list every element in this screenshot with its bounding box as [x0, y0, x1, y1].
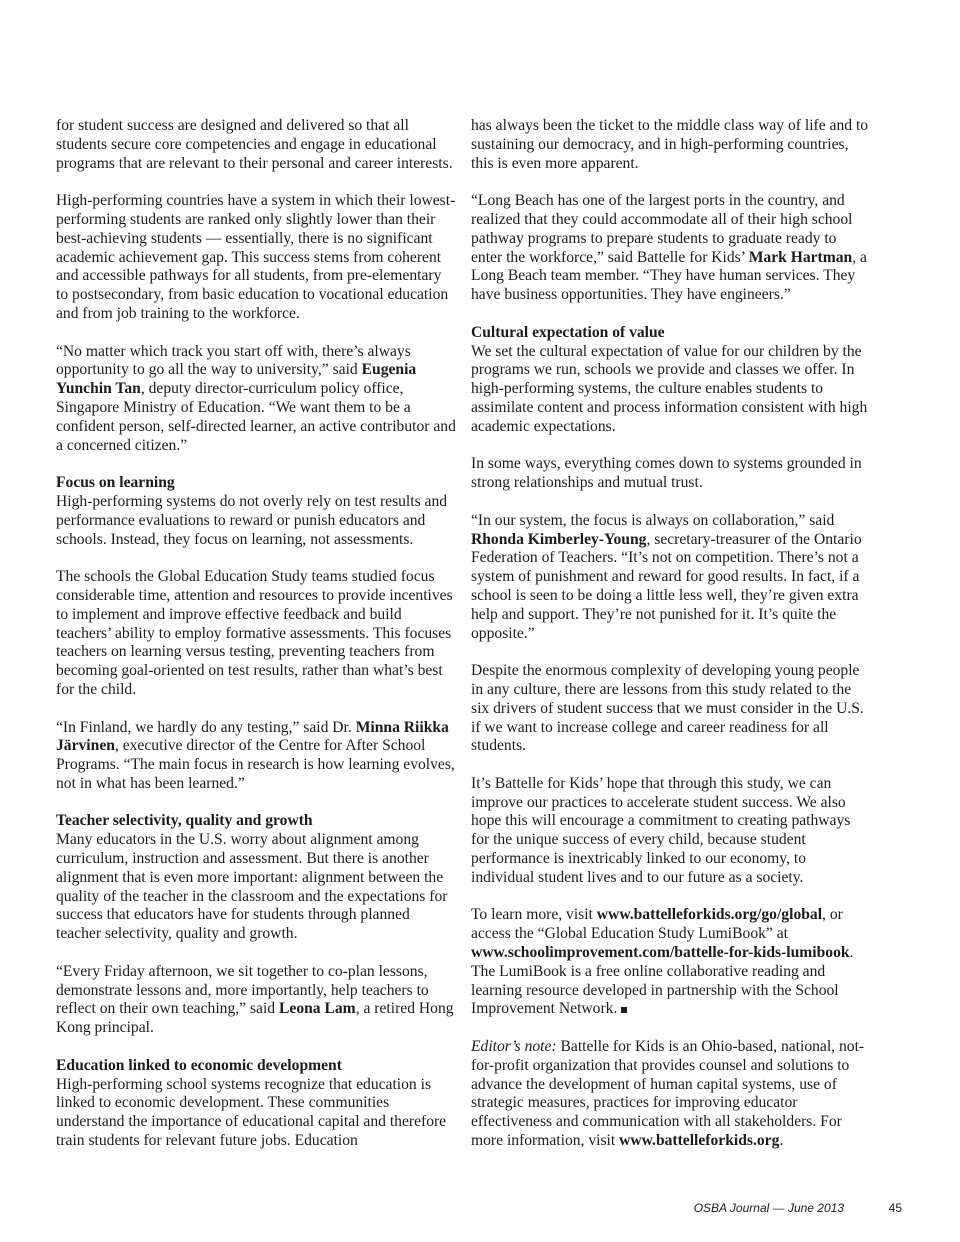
- learn-more-paragraph: [471, 906, 871, 1019]
- section-heading: Teacher selectivity, quality and growth: [56, 812, 313, 830]
- quote-text: , a Long Beach team member. “They have human services. They have business opportunities. They have engineers.”: [471, 248, 867, 304]
- paragraph: The schools the Global Education Study teams studied focus considerable time, attention and resources to provide incentives to implement and improve effective feedback and build teachers’ ability to employ formative assessments. This focuses teachers on learning versus testing, preventing teachers from becoming goal-oriented on test results, rather than what’s best for the child.: [56, 568, 453, 698]
- editor-note-label: Editor’s note:: [471, 1038, 557, 1056]
- end-of-article-icon: [621, 1007, 627, 1013]
- speaker-name: Minna Riikka Järvinen: [56, 718, 449, 755]
- quote-text: “No matter which track you start off with, there’s always opportunity to go all the way to university,” said: [56, 342, 411, 379]
- paragraph: for student success are designed and delivered so that all students secure core competencies and engage in educational programs that are relevant to their personal and career interests.: [56, 117, 453, 172]
- paragraph: In some ways, everything comes down to systems grounded in strong relationships and mutual trust.: [471, 455, 862, 492]
- speaker-name: Mark Hartman: [748, 248, 853, 266]
- right-column: [471, 117, 871, 1151]
- learn-more-text: To learn more, visit: [471, 906, 597, 924]
- page-number: 45: [888, 1201, 902, 1215]
- quote-paragraph: [56, 719, 456, 794]
- quote-paragraph: [56, 343, 456, 456]
- editor-note: [471, 1038, 871, 1151]
- section-heading: Focus on learning: [56, 474, 175, 492]
- left-column: [56, 117, 456, 1151]
- learn-more-text: , or access the “Global Education Study LumiBook” at: [471, 906, 843, 943]
- quote-text: “Every Friday afternoon, we sit together to co-plan lessons, demonstrate lessons and, more importantly, help teachers to reflect on their own teaching,” said: [56, 962, 429, 1018]
- speaker-name: Leona Lam: [279, 1000, 356, 1018]
- quote-text: , secretary-treasurer of the Ontario Federation of Teachers. “It’s not on competition. There’s not a system of punishment and reward for good results. In fact, if a school is seen to be doing a little less well, they’re given extra help and support. They’re not punished for it. It’s quite the opposite.”: [471, 530, 862, 642]
- quote-text: “In Finland, we hardly do any testing,” said Dr.: [56, 718, 356, 736]
- editor-note-text: Battelle for Kids is an Ohio-based, national, not-for-profit organization that provides counsel and solutions to advance the development of human capital systems, use of strategic measures, practices for improving educator effectiveness and communication with all stakeholders. For more information, visit: [471, 1038, 865, 1150]
- paragraph: High-performing systems do not overly rely on test results and performance evaluations to reward or punish educators and schools. Instead, they focus on learning, not assessments.: [56, 492, 448, 548]
- learn-more-text: . The LumiBook is a free online collaborative reading and learning resource developed in partnership with the School Improvement Network.: [471, 944, 854, 1018]
- quote-paragraph: [471, 512, 871, 644]
- section-heading: Cultural expectation of value: [471, 323, 665, 341]
- paragraph: has always been the ticket to the middle class way of life and to sustaining our democracy, and in high-performing countries, this is even more apparent.: [471, 117, 869, 172]
- quote-text: , a retired Hong Kong principal.: [56, 1000, 454, 1037]
- global-study-link[interactable]: www.battelleforkids.org/go/global: [596, 906, 823, 924]
- quote-text: “In our system, the focus is always on collaboration,” said: [471, 511, 835, 529]
- quote-text: “Long Beach has one of the largest ports in the country, and realized that they could accommodate all of their high school pathway programs to prepare students to graduate ready to enter the workforce,” said Battelle for Kids’: [471, 192, 853, 266]
- quote-paragraph: [471, 192, 871, 305]
- paragraph: High-performing school systems recognize that education is linked to economic development. These communities understand the importance of educational capital and therefore train students for relevant future jobs. Education: [56, 1075, 447, 1150]
- battelle-link[interactable]: www.battelleforkids.org: [619, 1132, 780, 1150]
- quote-paragraph: [56, 963, 456, 1038]
- paragraph: High-performing countries have a system in which their lowest-performing students are ranked only slightly lower than their best-achieving students — essentially, there is no significant academic achievement gap. This success stems from coherent and accessible pathways for all students, from pre-elementary to postsecondary, from basic education to vocational education and from job training to the workforce.: [56, 192, 456, 322]
- quote-text: , deputy director-curriculum policy office, Singapore Ministry of Education. “We want them to be a confident person, self-directed learner, an active contributor and a concerned citizen.”: [56, 380, 456, 454]
- paragraph: Despite the enormous complexity of developing young people in any culture, there are lessons from this study related to the six drivers of student success that we must consider in the U.S. if we want to increase college and career readiness for all students.: [471, 662, 864, 755]
- speaker-name: Rhonda Kimberley-Young: [471, 530, 647, 548]
- lumibook-link[interactable]: www.schoolimprovement.com/battelle-for-kids-lumibook: [471, 944, 850, 962]
- page-footer: [0, 1201, 960, 1221]
- section-heading: Education linked to economic development: [56, 1056, 342, 1074]
- quote-text: , executive director of the Centre for After School Programs. “The main focus in research is how learning evolves, not in what has been learned.”: [56, 737, 455, 792]
- journal-issue: OSBA Journal — June 2013: [693, 1201, 844, 1215]
- paragraph: Many educators in the U.S. worry about alignment among curriculum, instruction and assessment. But there is another alignment that is even more important: alignment between the quality of the teacher in the classroom and the expectations for success that educators have for students through planned teacher selectivity, quality and growth.: [56, 831, 448, 943]
- speaker-name: Eugenia Yunchin Tan: [56, 361, 417, 398]
- editor-note-text: .: [779, 1132, 784, 1150]
- paragraph: It’s Battelle for Kids’ hope that through this study, we can improve our practices to accelerate student success. We also hope this will encourage a commitment to creating pathways for the unique success of every child, because student performance is inextricably linked to our economy, to individual student lives and to our future as a society.: [471, 774, 851, 886]
- paragraph: We set the cultural expectation of value for our children by the programs we run, schools we provide and classes we offer. In high-performing systems, the culture enables students to assimilate content and process information consistent with high academic expectations.: [471, 342, 868, 435]
